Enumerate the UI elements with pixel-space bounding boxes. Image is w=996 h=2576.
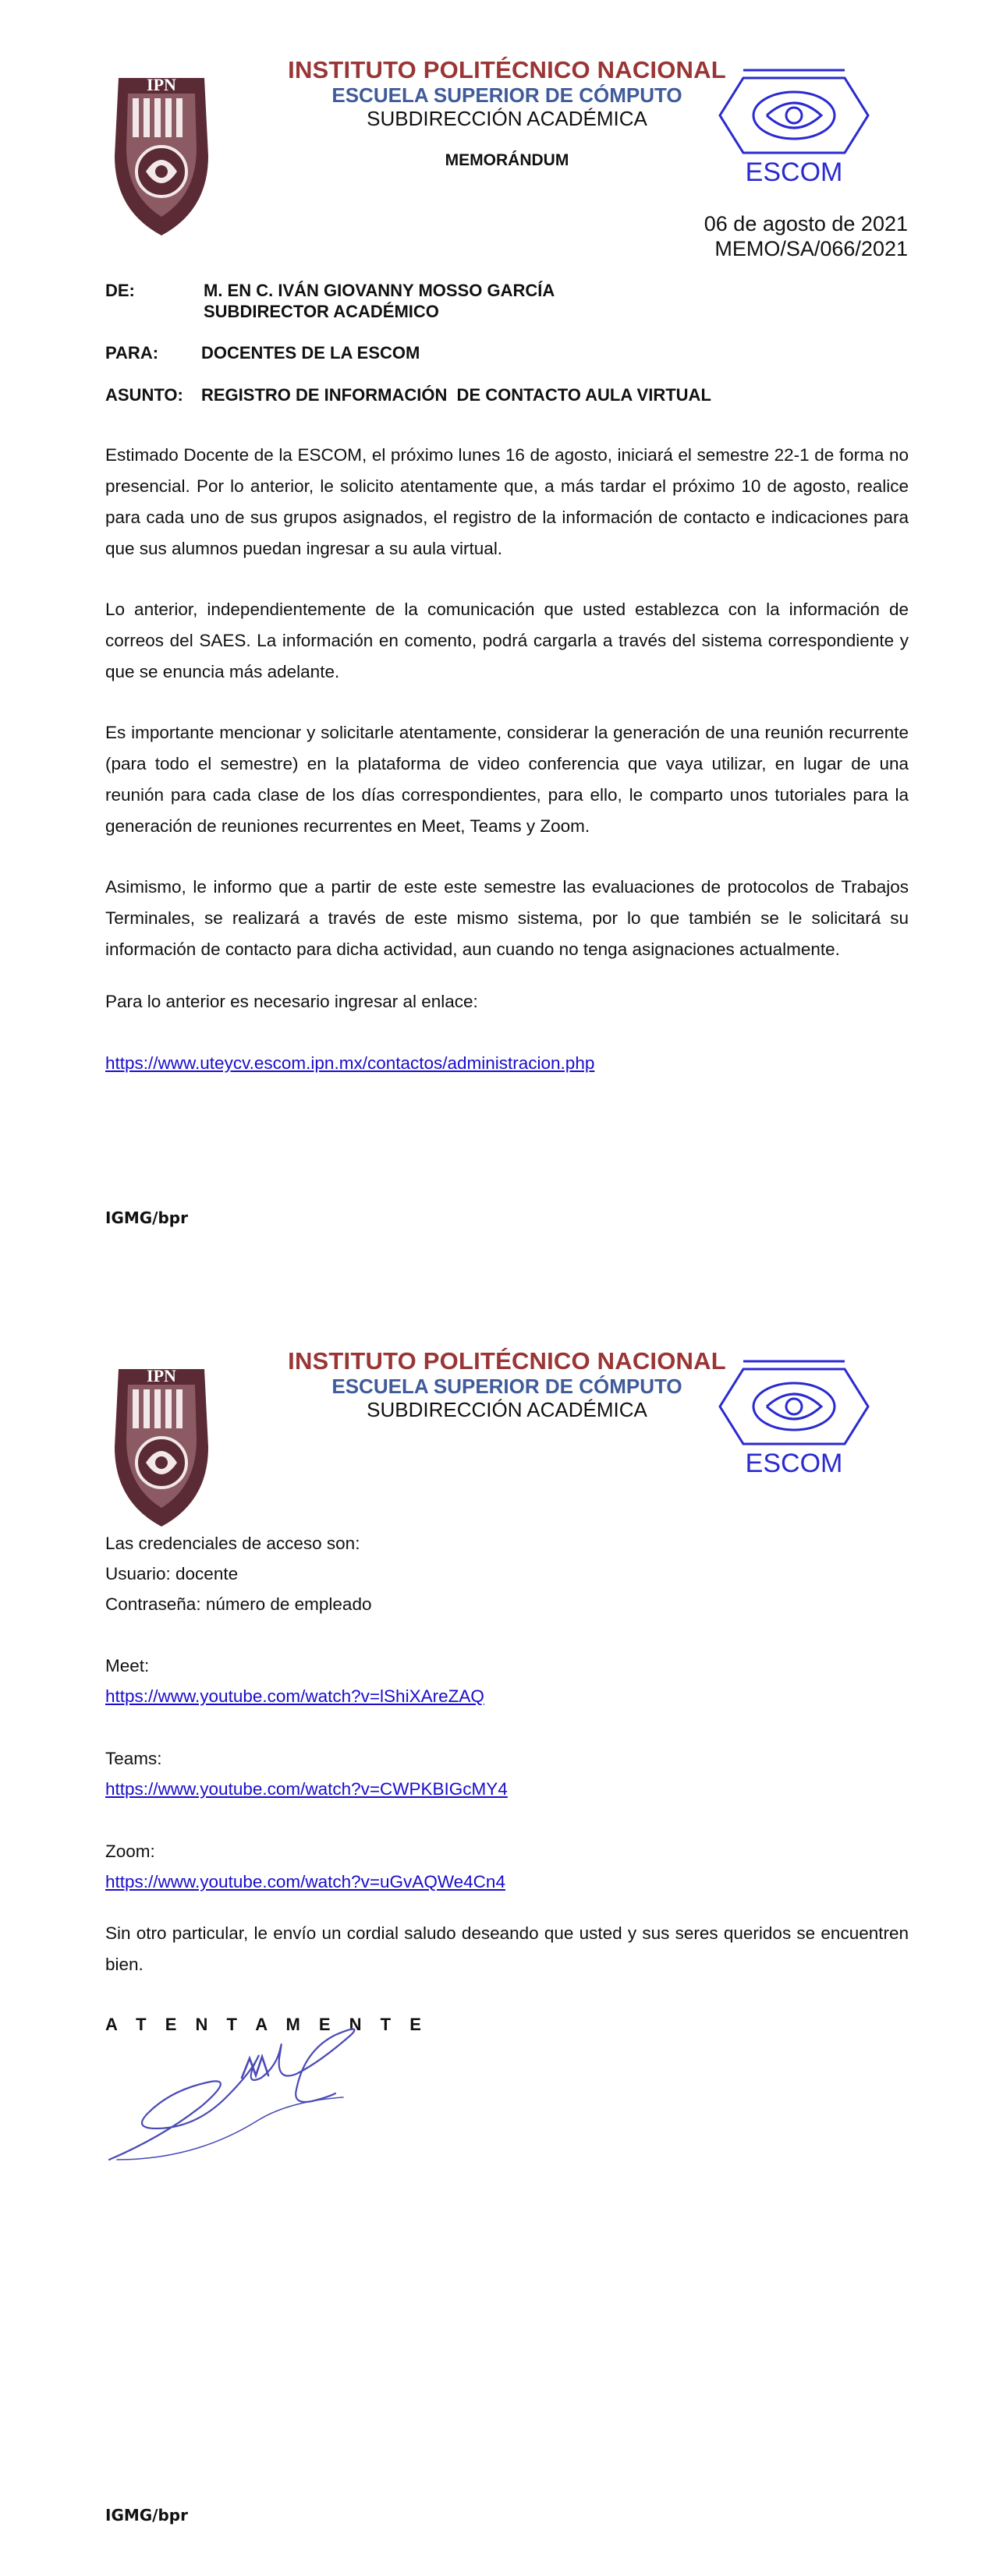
escom-logo — [712, 1358, 873, 1477]
tutorial-label-teams: Teams: — [105, 1749, 162, 1768]
body-paragraph-4: Asimismo, le informo que a partir de este este semestre las evaluaciones de protocolos de Trabajos Terminales, se realizará a través de este mismo sistema, por lo que también se le solicitará su información de contacto para dicha actividad, aun cuando no tenga asignaciones actualmente. — [105, 877, 909, 959]
svg-text:ESCOM: ESCOM — [745, 157, 843, 186]
de-line1: M. EN C. IVÁN GIOVANNY MOSSO GARCÍA — [204, 281, 555, 300]
credentials-intro: Las credenciales de acceso son: — [105, 1534, 360, 1553]
atentamente: A T E N T A M E N T E — [105, 2015, 428, 2034]
body-paragraph-3: Es importante mencionar y solicitarle atentamente, considerar la generación de una reunión recurrente (para todo el semestre) en la plataforma de video conferencia que vaya utilizar, en lugar de una reunión para cada clase de los días correspondientes, para ello, le comparto unos tutoriales para la generación de reuniones recurrentes en Meet, Teams y Zoom. — [105, 723, 909, 836]
tutorial-label-zoom: Zoom: — [105, 1842, 155, 1861]
school-name: ESCUELA SUPERIOR DE CÓMPUTO — [331, 1375, 682, 1398]
tutorial-link-meet[interactable]: https://www.youtube.com/watch?v=lShiXAreZAQ — [105, 1686, 484, 1706]
svg-text:IPN: IPN — [147, 1366, 176, 1385]
svg-text:ESCOM: ESCOM — [745, 1449, 843, 1477]
tutorial-link-teams[interactable]: https://www.youtube.com/watch?v=CWPKBIGcMY4 — [105, 1779, 508, 1799]
memo-date: 06 de agosto de 2021 — [704, 212, 908, 235]
tutorial-label-meet: Meet: — [105, 1656, 150, 1675]
ipn-logo — [103, 1353, 220, 1530]
escom-logo — [712, 67, 873, 186]
institute-name: INSTITUTO POLITÉCNICO NACIONAL — [288, 56, 726, 83]
svg-text:IPN: IPN — [147, 75, 176, 94]
de-label: DE: — [105, 281, 135, 300]
body-paragraph-2: Lo anterior, independientemente de la comunicación que usted establezca con la información de correos del SAES. La información en comento, podrá cargarla a través del sistema correspondiente y que se enuncia más adelante. — [105, 600, 909, 681]
credentials-user: Usuario: docente — [105, 1564, 239, 1583]
memo-title: MEMORÁNDUM — [445, 151, 569, 169]
asunto-label: ASUNTO: — [105, 385, 183, 405]
para-label: PARA: — [105, 343, 159, 363]
subdirectorate-name: SUBDIRECCIÓN ACADÉMICA — [367, 107, 647, 130]
tutorial-link-zoom[interactable]: https://www.youtube.com/watch?v=uGvAQWe4Cn4 — [105, 1872, 505, 1891]
institute-name: INSTITUTO POLITÉCNICO NACIONAL — [288, 1347, 726, 1375]
ipn-logo — [103, 62, 220, 239]
subdirectorate-name: SUBDIRECCIÓN ACADÉMICA — [367, 1398, 647, 1421]
closing-paragraph: Sin otro particular, le envío un cordial saludo deseando que usted y sus seres queridos se encuentren bien. — [105, 1923, 909, 1974]
signature-image — [101, 2004, 359, 2175]
initials-page1: IGMG/bpr — [105, 1208, 188, 1227]
de-line2: SUBDIRECTOR ACADÉMICO — [204, 302, 439, 321]
initials-page2: IGMG/bpr — [105, 2506, 188, 2525]
body-paragraph-1: Estimado Docente de la ESCOM, el próximo lunes 16 de agosto, iniciará el semestre 22-1 de forma no presencial. Por lo anterior, le solicito atentamente que, a más tardar el próximo 10 de agosto, realice para cada uno de sus grupos asignados, el registro de la información de contacto e indicaciones para que sus alumnos puedan ingresar a su aula virtual. — [105, 445, 909, 558]
para-value: DOCENTES DE LA ESCOM — [201, 343, 420, 363]
memo-reference: MEMO/SA/066/2021 — [714, 237, 908, 260]
school-name: ESCUELA SUPERIOR DE CÓMPUTO — [331, 83, 682, 107]
link-intro: Para lo anterior es necesario ingresar al enlace: — [105, 992, 478, 1011]
registration-link[interactable]: https://www.uteycv.escom.ipn.mx/contactos/administracion.php — [105, 1053, 595, 1073]
asunto-value: REGISTRO DE INFORMACIÓN DE CONTACTO AULA VIRTUAL — [201, 385, 711, 405]
credentials-password: Contraseña: número de empleado — [105, 1594, 372, 1614]
